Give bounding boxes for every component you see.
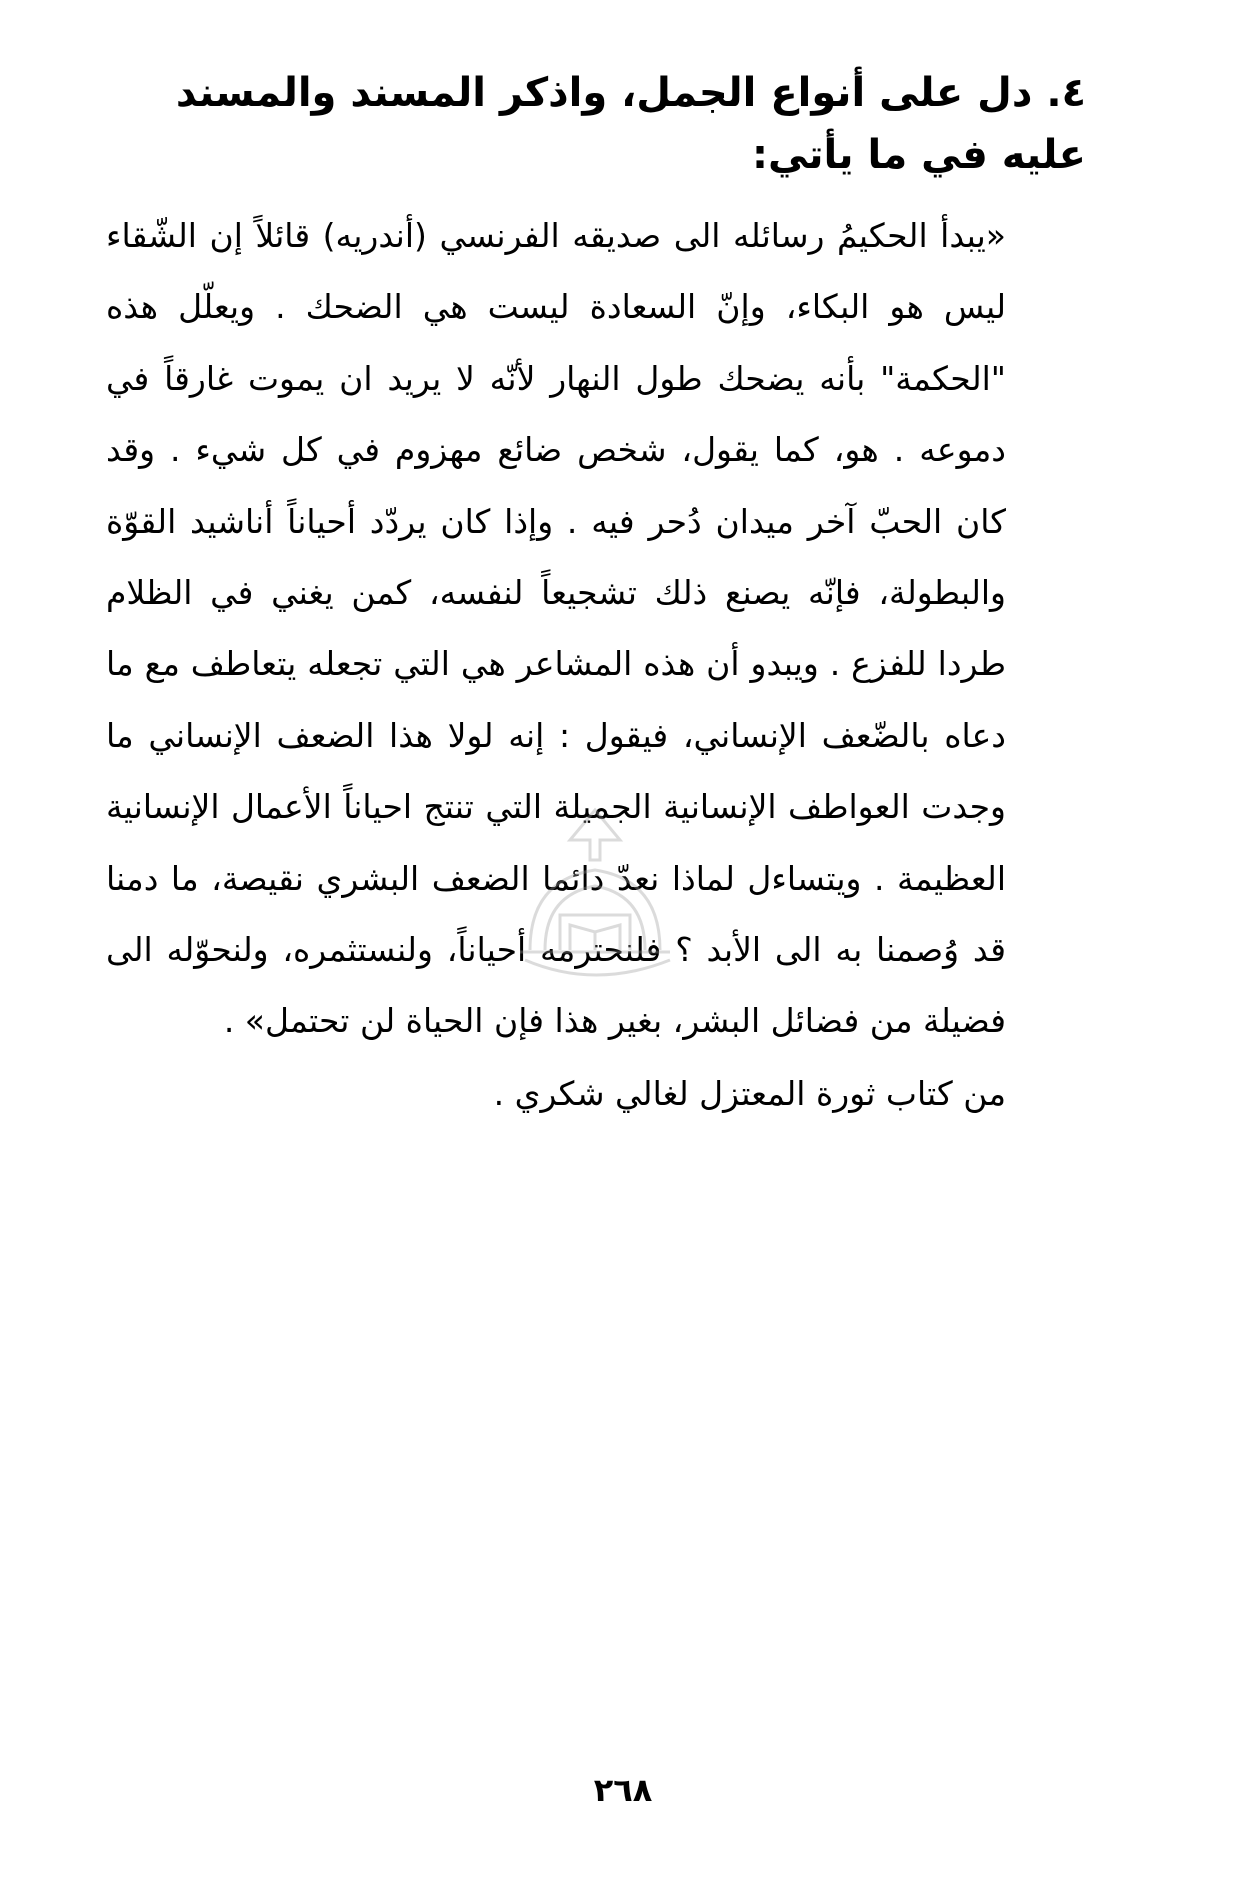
library-seal-watermark-icon: [500, 800, 690, 1000]
exercise-instruction: دل على أنواع الجمل، واذكر المسند والمسند عليه في ما يأتي:: [175, 70, 1086, 178]
quoted-passage: «يبدأ الحكيمُ رسائله الى صديقه الفرنسي (أندريه) قائلاً إن الشّقاء ليس هو البكاء، وإنّ السعادة ليست هي الضحك . ويعلّل هذه "الحكمة" بأنه يضحك طول النهار لأنّه لا يريد ان يموت غارقاً في دموعه . هو، كما يقول، شخص ضائع مهزوم في كل شيء . وقد كان الحبّ آخر ميدان دُحر فيه . وإذا كان يردّد أحياناً أناشيد القوّة والبطولة، فإنّه يصنع ذلك تشجيعاً لنفسه، كمن يغني في الظلام طردا للفزع . ويبدو أن هذه المشاعر هي التي تجعله يتعاطف مع ما دعاه بالضّعف الإنساني، فيقول : إنه لولا هذا الضعف الإنساني ما وجدت العواطف الإنسانية الجميلة التي تنتج احياناً الأعمال الإنسانية العظيمة . ويتساءل لماذا نعدّ دائما الضعف البشري نقيصة، ما دمنا قد وُصمنا به الى الأبد ؟ فلنحترمه أحياناً، ولنستثمره، ولنحوّله الى فضيلة من فضائل البشر، بغير هذا فإن الحياة لن تحتمل» .: [106, 216, 1006, 1041]
page-number: ٢٦٨: [593, 1771, 653, 1809]
exercise-heading: [166, 62, 1086, 186]
exercise-number: ٤.: [1046, 70, 1086, 116]
passage-source: من كتاب ثورة المعتزل لغالي شكري .: [493, 1074, 1006, 1113]
